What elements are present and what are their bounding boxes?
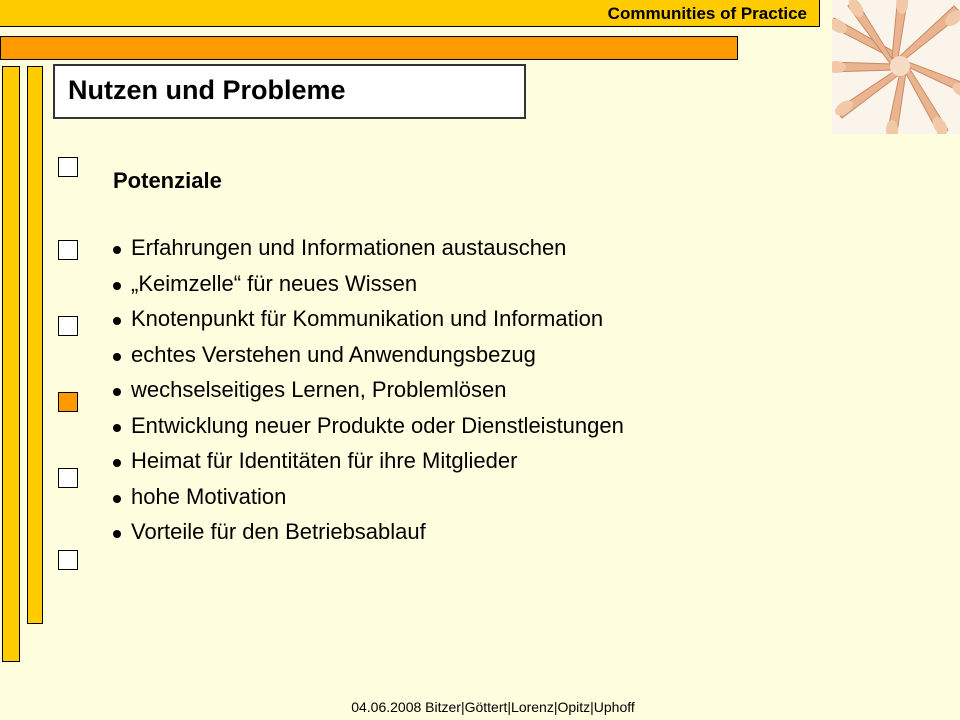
list-item	[112, 479, 624, 515]
list-item-text: wechselseitiges Lernen, Problemlösen	[131, 377, 507, 402]
hands-circle-photo	[832, 0, 960, 134]
list-item-text: hohe Motivation	[131, 483, 287, 509]
bullet-dot-icon	[113, 282, 121, 290]
page-title: Nutzen und Probleme	[68, 75, 346, 105]
list-item-text: echtes Verstehen und Anwendungsbezug	[131, 341, 536, 367]
bullet-list	[112, 230, 624, 550]
header-bar	[0, 0, 820, 27]
nav-box-4-active[interactable]	[58, 392, 78, 412]
bullet-dot-icon	[113, 424, 121, 432]
orange-bar	[0, 36, 738, 60]
list-item-text: Knotenpunkt für Kommunikation und Information	[131, 306, 604, 331]
bullet-dot-icon	[113, 495, 121, 503]
list-item-text: Erfahrungen und Informationen austauschen	[131, 235, 567, 260]
list-item-text: „Keimzelle“ für neues Wissen	[131, 270, 418, 296]
footer-text: 04.06.2008 Bitzer|Göttert|Lorenz|Opitz|Uphoff	[351, 699, 635, 715]
bullet-dot-icon	[113, 459, 121, 467]
section-subtitle: Potenziale	[113, 168, 222, 193]
list-item	[112, 301, 624, 337]
nav-box-2[interactable]	[58, 240, 78, 260]
right-vertical-bar	[27, 66, 43, 624]
bullet-dot-icon	[113, 353, 121, 361]
nav-box-1[interactable]	[58, 157, 78, 177]
bullet-dot-icon	[113, 317, 121, 325]
list-item-text: Heimat für Identitäten für ihre Mitglieder	[131, 448, 518, 473]
list-item	[112, 266, 624, 302]
nav-box-5[interactable]	[58, 468, 78, 488]
list-item-text: Entwicklung neuer Produkte oder Dienstleistungen	[131, 412, 624, 438]
list-item	[112, 443, 624, 479]
bullet-dot-icon	[113, 246, 121, 254]
list-item	[112, 337, 624, 373]
list-item	[112, 514, 624, 550]
nav-box-6[interactable]	[58, 550, 78, 570]
bullet-dot-icon	[113, 388, 121, 396]
list-item	[112, 408, 624, 444]
brand-title: Communities of Practice	[607, 4, 807, 23]
bullet-dot-icon	[113, 530, 121, 538]
list-item-text: Vorteile für den Betriebsablauf	[131, 519, 426, 544]
title-box	[53, 64, 526, 119]
left-vertical-bar	[2, 66, 20, 662]
list-item	[112, 372, 624, 408]
list-item	[112, 230, 624, 266]
nav-box-3[interactable]	[58, 316, 78, 336]
